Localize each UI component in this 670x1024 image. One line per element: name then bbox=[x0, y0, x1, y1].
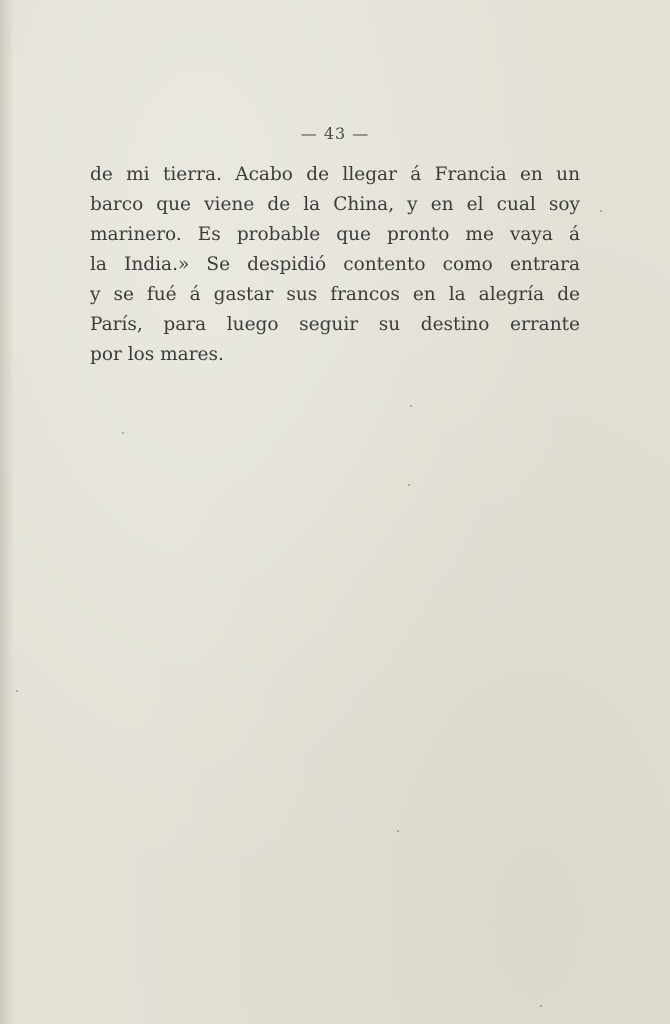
page-number: — 43 — bbox=[300, 124, 370, 143]
text-line: y se fué á gastar sus francos en la alegría de bbox=[90, 284, 580, 305]
text-line: de mi tierra. Acabo de llegar á Francia en un bbox=[90, 164, 580, 185]
paper-speck bbox=[408, 484, 410, 486]
paper-speck bbox=[397, 830, 399, 832]
text-line: por los mares. bbox=[90, 344, 224, 365]
body-paragraph bbox=[90, 160, 580, 370]
paper-speck bbox=[600, 210, 602, 212]
text-line: la India.» Se despidió contento como entrara bbox=[90, 254, 580, 275]
text-line: París, para luego seguir su destino errante bbox=[90, 314, 580, 335]
paper-speck bbox=[16, 690, 18, 692]
page-edge-shadow bbox=[0, 0, 14, 1024]
text-line: marinero. Es probable que pronto me vaya á bbox=[90, 224, 580, 245]
paper-speck bbox=[122, 432, 124, 434]
paper-speck bbox=[410, 405, 412, 407]
paper-speck bbox=[540, 1005, 542, 1007]
text-line: barco que viene de la China, y en el cual soy bbox=[90, 194, 580, 215]
